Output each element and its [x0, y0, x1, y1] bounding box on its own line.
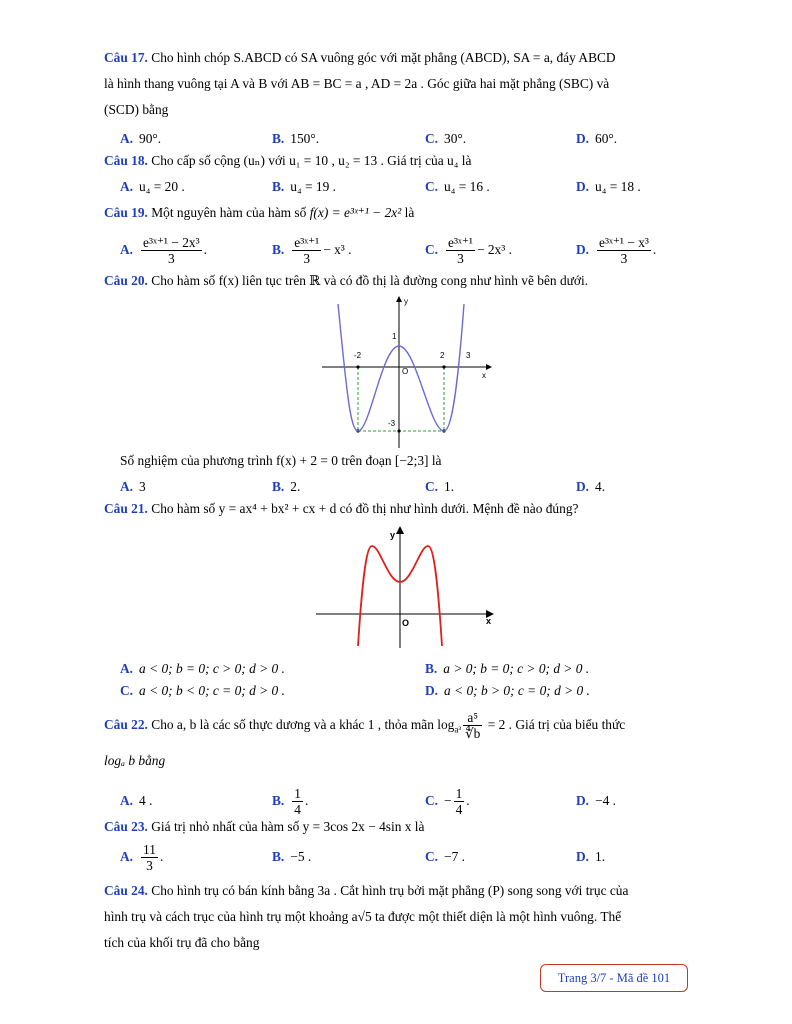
options-21-row1 — [120, 658, 690, 680]
option-b: B. a > 0; b = 0; c > 0; d > 0 . — [425, 661, 590, 676]
question-20 — [104, 268, 689, 294]
question-text: Cho hình chóp S.ABCD có SA vuông góc với mặt phẳng (ABCD), SA = a, đáy ABCD — [151, 50, 616, 65]
options-21-row2 — [120, 680, 690, 702]
question-label: Câu 18. — [104, 153, 148, 168]
option-d: D. a < 0; b > 0; c = 0; d > 0 . — [425, 683, 590, 698]
options-17 — [120, 128, 690, 150]
origin-label: O — [402, 367, 409, 376]
option-d: D. 1. — [576, 849, 606, 864]
options-18 — [120, 176, 690, 198]
option-b: B. $\frac{1}{4}$ . — [272, 786, 309, 818]
tick-x-2: 2 — [440, 351, 445, 360]
option-d: D. u₄ = 18 . — [576, 179, 641, 194]
page-footer: Trang 3/7 - Mã đề 101 — [540, 964, 688, 992]
x-axis-label: x — [486, 616, 492, 626]
question-label: Câu 20. — [104, 273, 148, 288]
question-18 — [104, 148, 689, 174]
options-20 — [120, 476, 690, 498]
option-d: D. −4 . — [576, 793, 616, 808]
question-text: Cho hình trụ có bán kính bằng 3a . Cắt hình trụ bởi mặt phẳng (P) song song với trục của — [151, 883, 629, 898]
graph-q20 — [318, 294, 494, 450]
option-c: C. a < 0; b < 0; c = 0; d > 0 . — [120, 683, 285, 698]
option-b: B. −5 . — [272, 849, 312, 864]
option-c: C. 30°. — [425, 131, 467, 146]
question-17 — [104, 45, 689, 123]
tick-y-neg3: -3 — [388, 419, 396, 428]
question-24 — [104, 878, 689, 956]
option-a: A. 4 . — [120, 793, 153, 808]
option-c: C. u₄ = 16 . — [425, 179, 490, 194]
question-label: Câu 17. — [104, 50, 148, 65]
question-22: Câu 22. Cho a, b là các số thực dương và a khác 1 , thỏa mãn $\log_{a^3}$ $\frac{\text{a⁵}}{∜b}$ = 2 . Giá trị của biểu thức — [104, 710, 626, 742]
option-c: C. − $\frac{1}{4}$ . — [425, 786, 470, 818]
options-19 — [120, 230, 690, 270]
tick-x-neg2: -2 — [354, 351, 362, 360]
option-a: A. 3 — [120, 479, 146, 494]
option-a: A. u₄ = 20 . — [120, 179, 185, 194]
tick-y-1: 1 — [392, 332, 397, 341]
graph-q21 — [314, 524, 496, 648]
x-axis-label: x — [482, 371, 486, 380]
question-text: Cho hàm số f(x) liên tục trên ℝ và có đồ thị là đường cong như hình vẽ bên dưới. — [151, 273, 589, 288]
question-text: Cho cấp số cộng (uₙ) với u₁ = 10 , u₂ = 13 . Giá trị của u₄ là — [151, 153, 472, 168]
option-d: D. $\frac{\text{e³ˣ⁺¹ − x³}}{3}$ . — [576, 235, 657, 267]
question-21 — [104, 496, 689, 522]
option-d: D. 60°. — [576, 131, 618, 146]
question-20-prompt — [120, 448, 705, 474]
question-text: Giá trị nhỏ nhất của hàm số y = 3cos 2x − 4sin x là — [151, 819, 425, 834]
question-22-line2: logₐ b bằng — [104, 753, 166, 768]
question-label: Câu 19. — [104, 205, 148, 220]
question-label: Câu 23. — [104, 819, 148, 834]
guide-lines — [358, 367, 444, 431]
question-label: Câu 22. — [104, 717, 148, 732]
question-text: tích của khối trụ đã cho bằng — [104, 935, 260, 950]
option-b: B. $\frac{\text{e³ˣ⁺¹}}{3}$ − x³ . — [272, 235, 352, 267]
option-c: C. −7 . — [425, 849, 465, 864]
question-text: Số nghiệm của phương trình f(x) + 2 = 0 trên đoạn [−2;3] là — [120, 453, 442, 468]
options-23 — [120, 840, 690, 874]
question-label: Câu 24. — [104, 883, 148, 898]
option-a: A. $\frac{\text{e³ˣ⁺¹ − 2x³}}{3}$ . — [120, 235, 207, 267]
option-a: A. $\frac{11}{3}$ . — [120, 842, 164, 874]
option-b: B. u₄ = 19 . — [272, 179, 336, 194]
y-axis-label: y — [390, 530, 396, 540]
question-text: là hình thang vuông tại A và B với AB = BC = a , AD = 2a . Góc giữa hai mặt phẳng (SBC) và — [104, 76, 610, 91]
option-b: B. 150°. — [272, 131, 320, 146]
question-text: (SCD) bằng — [104, 102, 169, 117]
question-23 — [104, 814, 689, 840]
options-22 — [120, 784, 690, 818]
option-c: C. 1. — [425, 479, 455, 494]
function-expression: f(x) = e³ˣ⁺¹ − 2x² — [309, 205, 402, 220]
option-c: C. $\frac{\text{e³ˣ⁺¹}}{3}$ − 2x³ . — [425, 235, 512, 267]
question-text: Cho hàm số y = ax⁴ + bx² + cx + d có đồ thị như hình dưới. Mệnh đề nào đúng? — [151, 501, 579, 516]
option-a: A. 90°. — [120, 131, 162, 146]
question-text: hình trụ và cách trục của hình trụ một khoảng a√5 ta được một thiết diện là một hình vuông. Thể — [104, 909, 622, 924]
question-19: Câu 19. Một nguyên hàm của hàm số f(x) = e³ˣ⁺¹ − 2x² là — [104, 205, 415, 220]
option-d: D. 4. — [576, 479, 606, 494]
y-axis-label: y — [404, 297, 408, 306]
tick-x-3: 3 — [466, 351, 471, 360]
origin-label: O — [402, 618, 410, 628]
option-a: A. a < 0; b = 0; c > 0; d > 0 . — [120, 661, 285, 676]
question-label: Câu 21. — [104, 501, 148, 516]
option-b: B. 2. — [272, 479, 301, 494]
